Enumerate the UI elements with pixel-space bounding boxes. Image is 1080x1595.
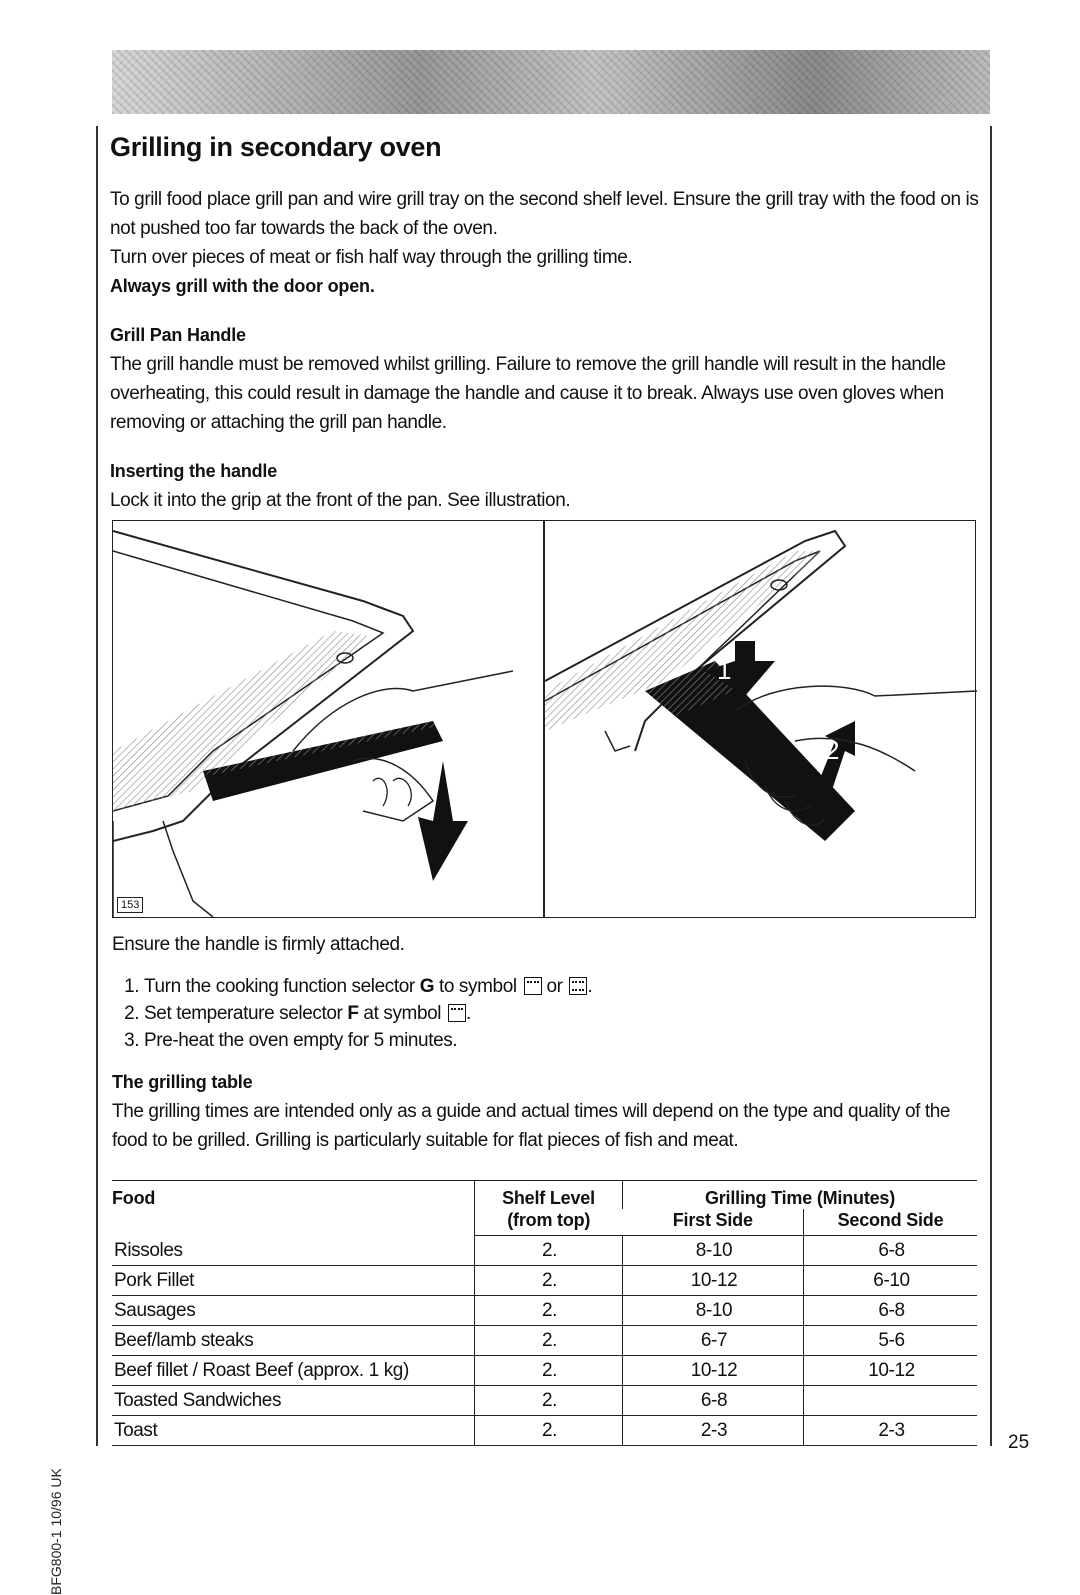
right-margin-rule [990,126,992,1446]
food-cell: Toasted Sandwiches [112,1386,475,1416]
col-first-side: First Side [623,1209,804,1236]
handle-illustration [112,520,976,918]
shelf-cell: 2. [475,1416,623,1446]
inserting-handle-heading: Inserting the handle [110,461,278,481]
second-side-cell: 6-10 [804,1266,978,1296]
first-side-cell: 10-12 [623,1356,804,1386]
food-cell: Sausages [112,1296,475,1326]
second-side-cell: 6-8 [804,1236,978,1266]
food-cell: Beef fillet / Roast Beef (approx. 1 kg) [112,1356,475,1386]
food-cell: Beef/lamb steaks [112,1326,475,1356]
table-row [112,1266,977,1296]
table-row [112,1416,977,1446]
main-content [110,126,980,515]
second-side-cell: 5-6 [804,1326,978,1356]
table-row [112,1356,977,1386]
grilling-table-intro: The grilling times are intended only as a guide and actual times will depend on the type and quality of the food to be grilled. Grilling is particularly suitable for flat pieces of fish and meat. [112,1101,951,1151]
col-grilling-time: Grilling Time (Minutes) [623,1181,978,1210]
shelf-cell: 2. [475,1386,623,1416]
food-cell: Toast [112,1416,475,1446]
double-grill-symbol-icon [569,977,587,995]
ensure-attached-text: Ensure the handle is firmly attached. [112,934,405,955]
step-3: 3. Pre-heat the oven empty for 5 minutes. [144,1027,982,1054]
table-row [112,1326,977,1356]
grill-symbol-icon [448,1004,466,1022]
page-title: Grilling in secondary oven [110,132,442,162]
inserting-handle-text: Lock it into the grip at the front of the pan. See illustration. [110,490,571,511]
first-side-cell: 6-8 [623,1386,804,1416]
header-banner [112,50,990,114]
left-margin-rule [96,126,98,1446]
intro-paragraph: To grill food place grill pan and wire grill tray on the second shelf level. Ensure the grill tray with the food on is not pushed too far towards the back of the oven. [110,189,979,239]
shelf-cell: 2. [475,1266,623,1296]
grill-pan-handle-heading: Grill Pan Handle [110,325,246,345]
second-side-cell [804,1386,978,1416]
illustration-remove-panel [113,521,543,917]
table-row [112,1236,977,1266]
document-code: BFG800-1 10/96 UK [48,1468,64,1595]
shelf-cell: 2. [475,1236,623,1266]
door-open-warning: Always grill with the door open. [110,276,375,296]
food-cell: Rissoles [112,1236,475,1266]
first-side-cell: 10-12 [623,1266,804,1296]
food-cell: Pork Fillet [112,1266,475,1296]
col-shelf-from-top: (from top) [475,1209,623,1236]
shelf-cell: 2. [475,1356,623,1386]
figure-number: 153 [117,897,143,913]
col-shelf-level: Shelf Level [475,1181,623,1210]
second-side-cell: 6-8 [804,1296,978,1326]
step-2-marker: 2 [825,735,840,765]
step-2: 2. Set temperature selector F at symbol . [144,1000,982,1027]
table-row [112,1386,977,1416]
first-side-cell: 8-10 [623,1236,804,1266]
first-side-cell: 6-7 [623,1326,804,1356]
grilling-table-heading: The grilling table [112,1072,253,1092]
grill-symbol-icon [524,977,542,995]
grilling-table-body [112,1236,977,1446]
grill-pan-handle-text: The grill handle must be removed whilst grilling. Failure to remove the grill handle will result in the handle overheating, this could result in damage the handle and cause it to break. Always use oven gloves when removing or attaching the grill pan handle. [110,354,946,433]
table-row [112,1296,977,1326]
step-1: 1. Turn the cooking function selector G to symbol or . [144,973,982,1000]
col-second-side: Second Side [804,1209,978,1236]
col-food: Food [112,1181,475,1236]
steps-list [112,973,982,1054]
shelf-cell: 2. [475,1326,623,1356]
intro-turn-over: Turn over pieces of meat or fish half way through the grilling time. [110,247,633,268]
second-side-cell: 10-12 [804,1356,978,1386]
first-side-cell: 2-3 [623,1416,804,1446]
shelf-cell: 2. [475,1296,623,1326]
second-side-cell: 2-3 [804,1416,978,1446]
step-1-marker: 1 [717,655,732,685]
illustration-insert-panel [545,521,977,917]
after-figure-section [112,930,982,1155]
page-number: 25 [1008,1432,1030,1453]
grilling-table [112,1180,977,1446]
first-side-cell: 8-10 [623,1296,804,1326]
